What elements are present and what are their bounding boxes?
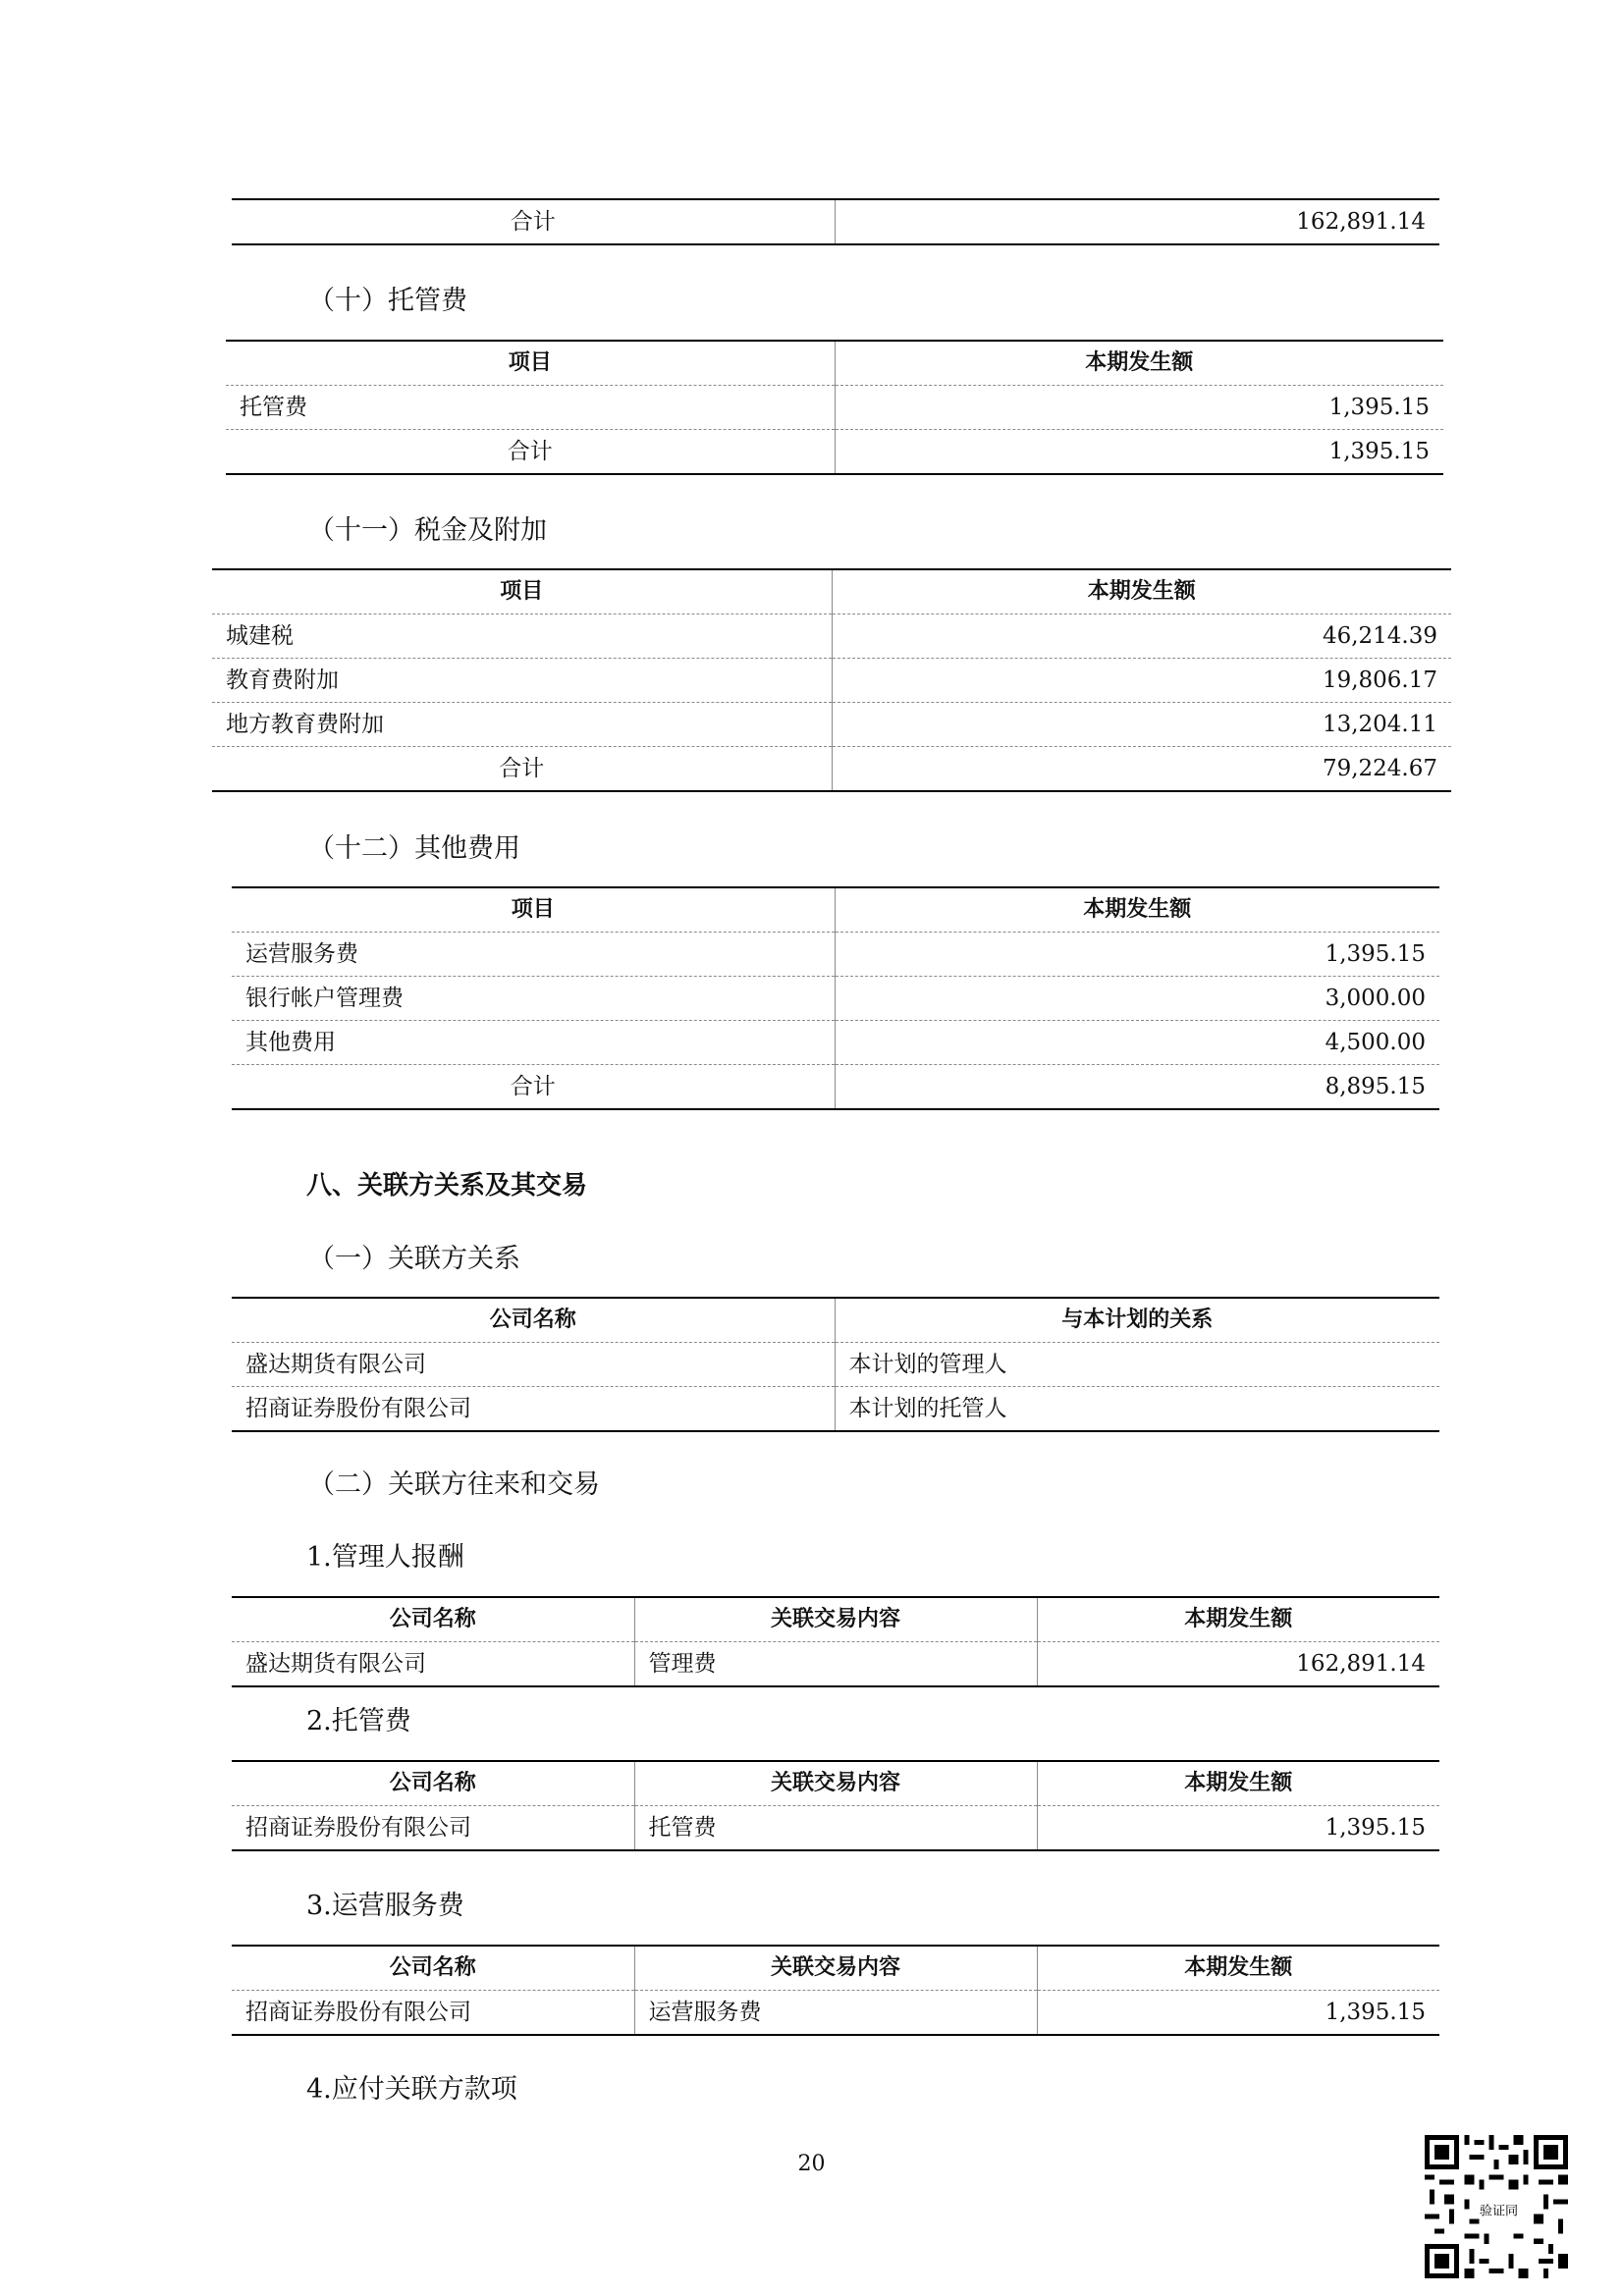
table-row [232, 933, 1439, 977]
custody-fee-table [226, 340, 1443, 475]
table-header [232, 1761, 1439, 1806]
table-row [232, 1343, 1439, 1387]
section-heading-custody-fee: （十）托管费 [308, 286, 467, 316]
amount: 1,395.15 [1037, 1991, 1439, 2036]
item-heading-custody-fee: 2.托管费 [306, 1706, 411, 1736]
column-header-item: 项目 [212, 569, 832, 614]
transaction-content: 托管费 [634, 1806, 1037, 1851]
manager-fee-table [232, 1596, 1439, 1687]
table-header [232, 1597, 1439, 1642]
column-header-amount: 本期发生额 [1037, 1761, 1439, 1806]
column-header-amount: 本期发生额 [1037, 1597, 1439, 1642]
section-heading-related-transactions: （二）关联方往来和交易 [308, 1469, 600, 1500]
row-label: 教育费附加 [212, 659, 832, 703]
item-heading-manager-fee: 1.管理人报酬 [306, 1542, 464, 1573]
transaction-content: 运营服务费 [634, 1991, 1037, 2036]
total-row [226, 430, 1443, 475]
verify-stamp-text: 验证同 [1479, 2204, 1519, 2219]
row-label: 其他费用 [232, 1021, 835, 1065]
section-heading-related-relations: （一）关联方关系 [308, 1244, 520, 1274]
row-label: 银行帐户管理费 [232, 977, 835, 1021]
item-heading-operation-fee: 3.运营服务费 [306, 1891, 464, 1921]
qr-code-icon [1425, 2135, 1568, 2278]
column-header-amount: 本期发生额 [835, 887, 1439, 933]
column-header-item: 项目 [226, 341, 835, 386]
table-row [212, 659, 1451, 703]
company-name: 招商证券股份有限公司 [232, 1387, 835, 1432]
row-label: 地方教育费附加 [212, 703, 832, 747]
row-label: 运营服务费 [232, 933, 835, 977]
column-header-content: 关联交易内容 [634, 1597, 1037, 1642]
table-header [212, 569, 1451, 614]
column-header-amount: 本期发生额 [1037, 1946, 1439, 1991]
relation: 本计划的管理人 [835, 1343, 1439, 1387]
column-header-amount: 本期发生额 [832, 569, 1451, 614]
other-expenses-table [232, 886, 1439, 1110]
chapter-heading-related-parties: 八、关联方关系及其交易 [306, 1171, 588, 1201]
total-value: 162,891.14 [835, 199, 1439, 244]
column-header-content: 关联交易内容 [634, 1946, 1037, 1991]
table-row [232, 977, 1439, 1021]
row-value: 13,204.11 [832, 703, 1451, 747]
column-header-company: 公司名称 [232, 1946, 634, 1991]
company-name: 盛达期货有限公司 [232, 1642, 634, 1687]
related-custody-fee-table [232, 1760, 1439, 1851]
table-header [232, 1946, 1439, 1991]
table-row [226, 386, 1443, 430]
table-row [212, 703, 1451, 747]
row-label: 托管费 [226, 386, 835, 430]
transaction-content: 管理费 [634, 1642, 1037, 1687]
column-header-amount: 本期发生额 [835, 341, 1443, 386]
amount: 162,891.14 [1037, 1642, 1439, 1687]
column-header-company: 公司名称 [232, 1298, 835, 1343]
total-row [212, 747, 1451, 792]
table-row [232, 1021, 1439, 1065]
total-row [232, 1065, 1439, 1110]
relation: 本计划的托管人 [835, 1387, 1439, 1432]
related-relations-table [232, 1297, 1439, 1432]
total-value: 1,395.15 [835, 430, 1443, 475]
table-row [232, 1387, 1439, 1432]
column-header-company: 公司名称 [232, 1761, 634, 1806]
row-label: 城建税 [212, 614, 832, 659]
column-header-company: 公司名称 [232, 1597, 634, 1642]
company-name: 盛达期货有限公司 [232, 1343, 835, 1387]
table-header [232, 887, 1439, 933]
total-label: 合计 [232, 199, 835, 244]
column-header-item: 项目 [232, 887, 835, 933]
item-heading-payables: 4.应付关联方款项 [306, 2074, 517, 2105]
taxes-table [212, 568, 1451, 792]
row-value: 1,395.15 [835, 386, 1443, 430]
table-row [212, 614, 1451, 659]
table-header [232, 1298, 1439, 1343]
company-name: 招商证券股份有限公司 [232, 1991, 634, 2036]
company-name: 招商证券股份有限公司 [232, 1806, 634, 1851]
row-value: 1,395.15 [835, 933, 1439, 977]
row-value: 4,500.00 [835, 1021, 1439, 1065]
total-value: 79,224.67 [832, 747, 1451, 792]
section-heading-taxes: （十一）税金及附加 [308, 515, 547, 546]
table-header [226, 341, 1443, 386]
page-number: 20 [797, 2152, 826, 2176]
total-label: 合计 [232, 1065, 835, 1110]
top-total-table [232, 198, 1439, 245]
row-value: 19,806.17 [832, 659, 1451, 703]
row-value: 46,214.39 [832, 614, 1451, 659]
column-header-content: 关联交易内容 [634, 1761, 1037, 1806]
total-label: 合计 [226, 430, 835, 475]
column-header-relation: 与本计划的关系 [835, 1298, 1439, 1343]
row-value: 3,000.00 [835, 977, 1439, 1021]
table-row [232, 199, 1439, 244]
operation-fee-table [232, 1945, 1439, 2036]
table-row [232, 1642, 1439, 1687]
table-row [232, 1991, 1439, 2036]
section-heading-other-expenses: （十二）其他费用 [308, 833, 520, 864]
table-row [232, 1806, 1439, 1851]
amount: 1,395.15 [1037, 1806, 1439, 1851]
total-label: 合计 [212, 747, 832, 792]
total-value: 8,895.15 [835, 1065, 1439, 1110]
